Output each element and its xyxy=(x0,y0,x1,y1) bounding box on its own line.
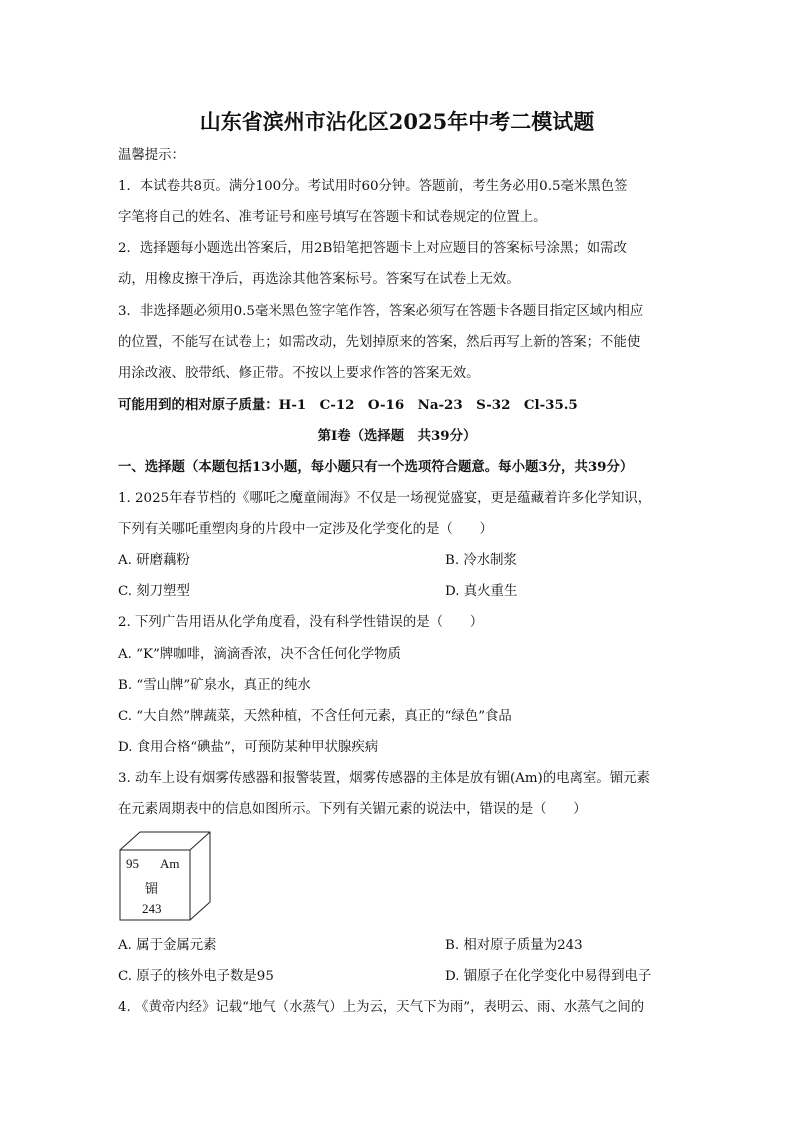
q3-option-c: C. 原子的核外电子数是95 xyxy=(118,969,274,984)
atomic-mass: 243 xyxy=(142,901,162,916)
q3-stem-line-1: 3. 动车上设有烟雾传感器和报警装置，烟雾传感器的主体是放有镅(Am)的电离室。镅元素 xyxy=(118,771,650,786)
q3-option-d: D. 镅原子在化学变化中易得到电子 xyxy=(445,969,652,984)
q1-stem-line-2: 下列有关哪吒重塑肉身的片段中一定涉及化学变化的是（ ） xyxy=(118,522,493,537)
notice-line-5: 3．非选择题必须用0.5毫米黑色签字笔作答，答案必须写在答题卡各题目指定区域内相应 xyxy=(118,304,644,319)
notice-line-3: 2．选择题每小题选出答案后，用2B铅笔把答题卡上对应题目的答案标号涂黑；如需改 xyxy=(118,241,627,256)
notice-line-4: 动，用橡皮擦干净后，再选涂其他答案标号。答案写在试卷上无效。 xyxy=(118,272,520,287)
notice-line-2: 字笔将自己的姓名、准考证号和座号填写在答题卡和试卷规定的位置上。 xyxy=(118,210,547,225)
q1-stem-line-1: 1. 2025年春节档的《哪吒之魔童闹海》不仅是一场视觉盛宴，更是蕴藏着许多化学知识， xyxy=(118,491,652,506)
q1-option-d: D. 真火重生 xyxy=(445,584,518,599)
q2-option-a: A. “K”牌咖啡，滴滴香浓，决不含任何化学物质 xyxy=(118,647,401,662)
notice-line-7: 用涂改液、胶带纸、修正带。不按以上要求作答的答案无效。 xyxy=(118,366,480,381)
part-heading: 一、选择题（本题包括13小题，每小题只有一个选项符合题意。每小题3分，共39分） xyxy=(118,459,634,475)
q2-option-b: B. “雪山牌”矿泉水，真正的纯水 xyxy=(118,678,311,693)
q1-option-a: A. 研磨藕粉 xyxy=(118,553,190,568)
q1-option-c: C. 刻刀塑型 xyxy=(118,584,190,599)
q2-option-d: D. 食用合格“碘盐”，可预防某种甲状腺疾病 xyxy=(118,740,379,755)
notice-line-6: 的位置，不能写在试卷上；如需改动，先划掉原来的答案，然后再写上新的答案；不能使 xyxy=(118,335,641,350)
section-title: 第Ⅰ卷（选择题 共39分） xyxy=(317,428,477,444)
q3-option-b: B. 相对原子质量为243 xyxy=(445,938,583,953)
notice-heading: 温馨提示： xyxy=(118,148,185,163)
element-card xyxy=(118,830,214,922)
element-name: 镅 xyxy=(145,881,159,896)
atomic-masses: 可能用到的相对原子质量：H-1 C-12 O-16 Na-23 S-32 Cl-35.5 xyxy=(118,397,578,413)
q2-stem: 2. 下列广告用语从化学角度看，没有科学性错误的是（ ） xyxy=(118,615,484,630)
atomic-number: 95 xyxy=(126,856,139,871)
q3-option-a: A. 属于金属元素 xyxy=(118,938,217,953)
element-symbol: Am xyxy=(160,856,180,871)
q4-stem-line-1: 4. 《黄帝内经》记载“地气（水蒸气）上为云，天气下为雨”，表明云、雨、水蒸气之间的 xyxy=(118,1000,645,1015)
q1-option-b: B. 冷水制浆 xyxy=(445,553,517,568)
notice-line-1: 1．本试卷共8页。满分100分。考试用时60分钟。答题前，考生务必用0.5毫米黑色签 xyxy=(118,179,628,194)
q2-option-c: C. “大自然”牌蔬菜，天然种植，不含任何元素，真正的“绿色”食品 xyxy=(118,709,512,724)
exam-title: 山东省滨州市沾化区2025年中考二模试题 xyxy=(199,109,595,134)
q3-stem-line-2: 在元素周期表中的信息如图所示。下列有关镅元素的说法中，错误的是（ ） xyxy=(118,802,587,817)
element-card-frame xyxy=(118,830,214,922)
